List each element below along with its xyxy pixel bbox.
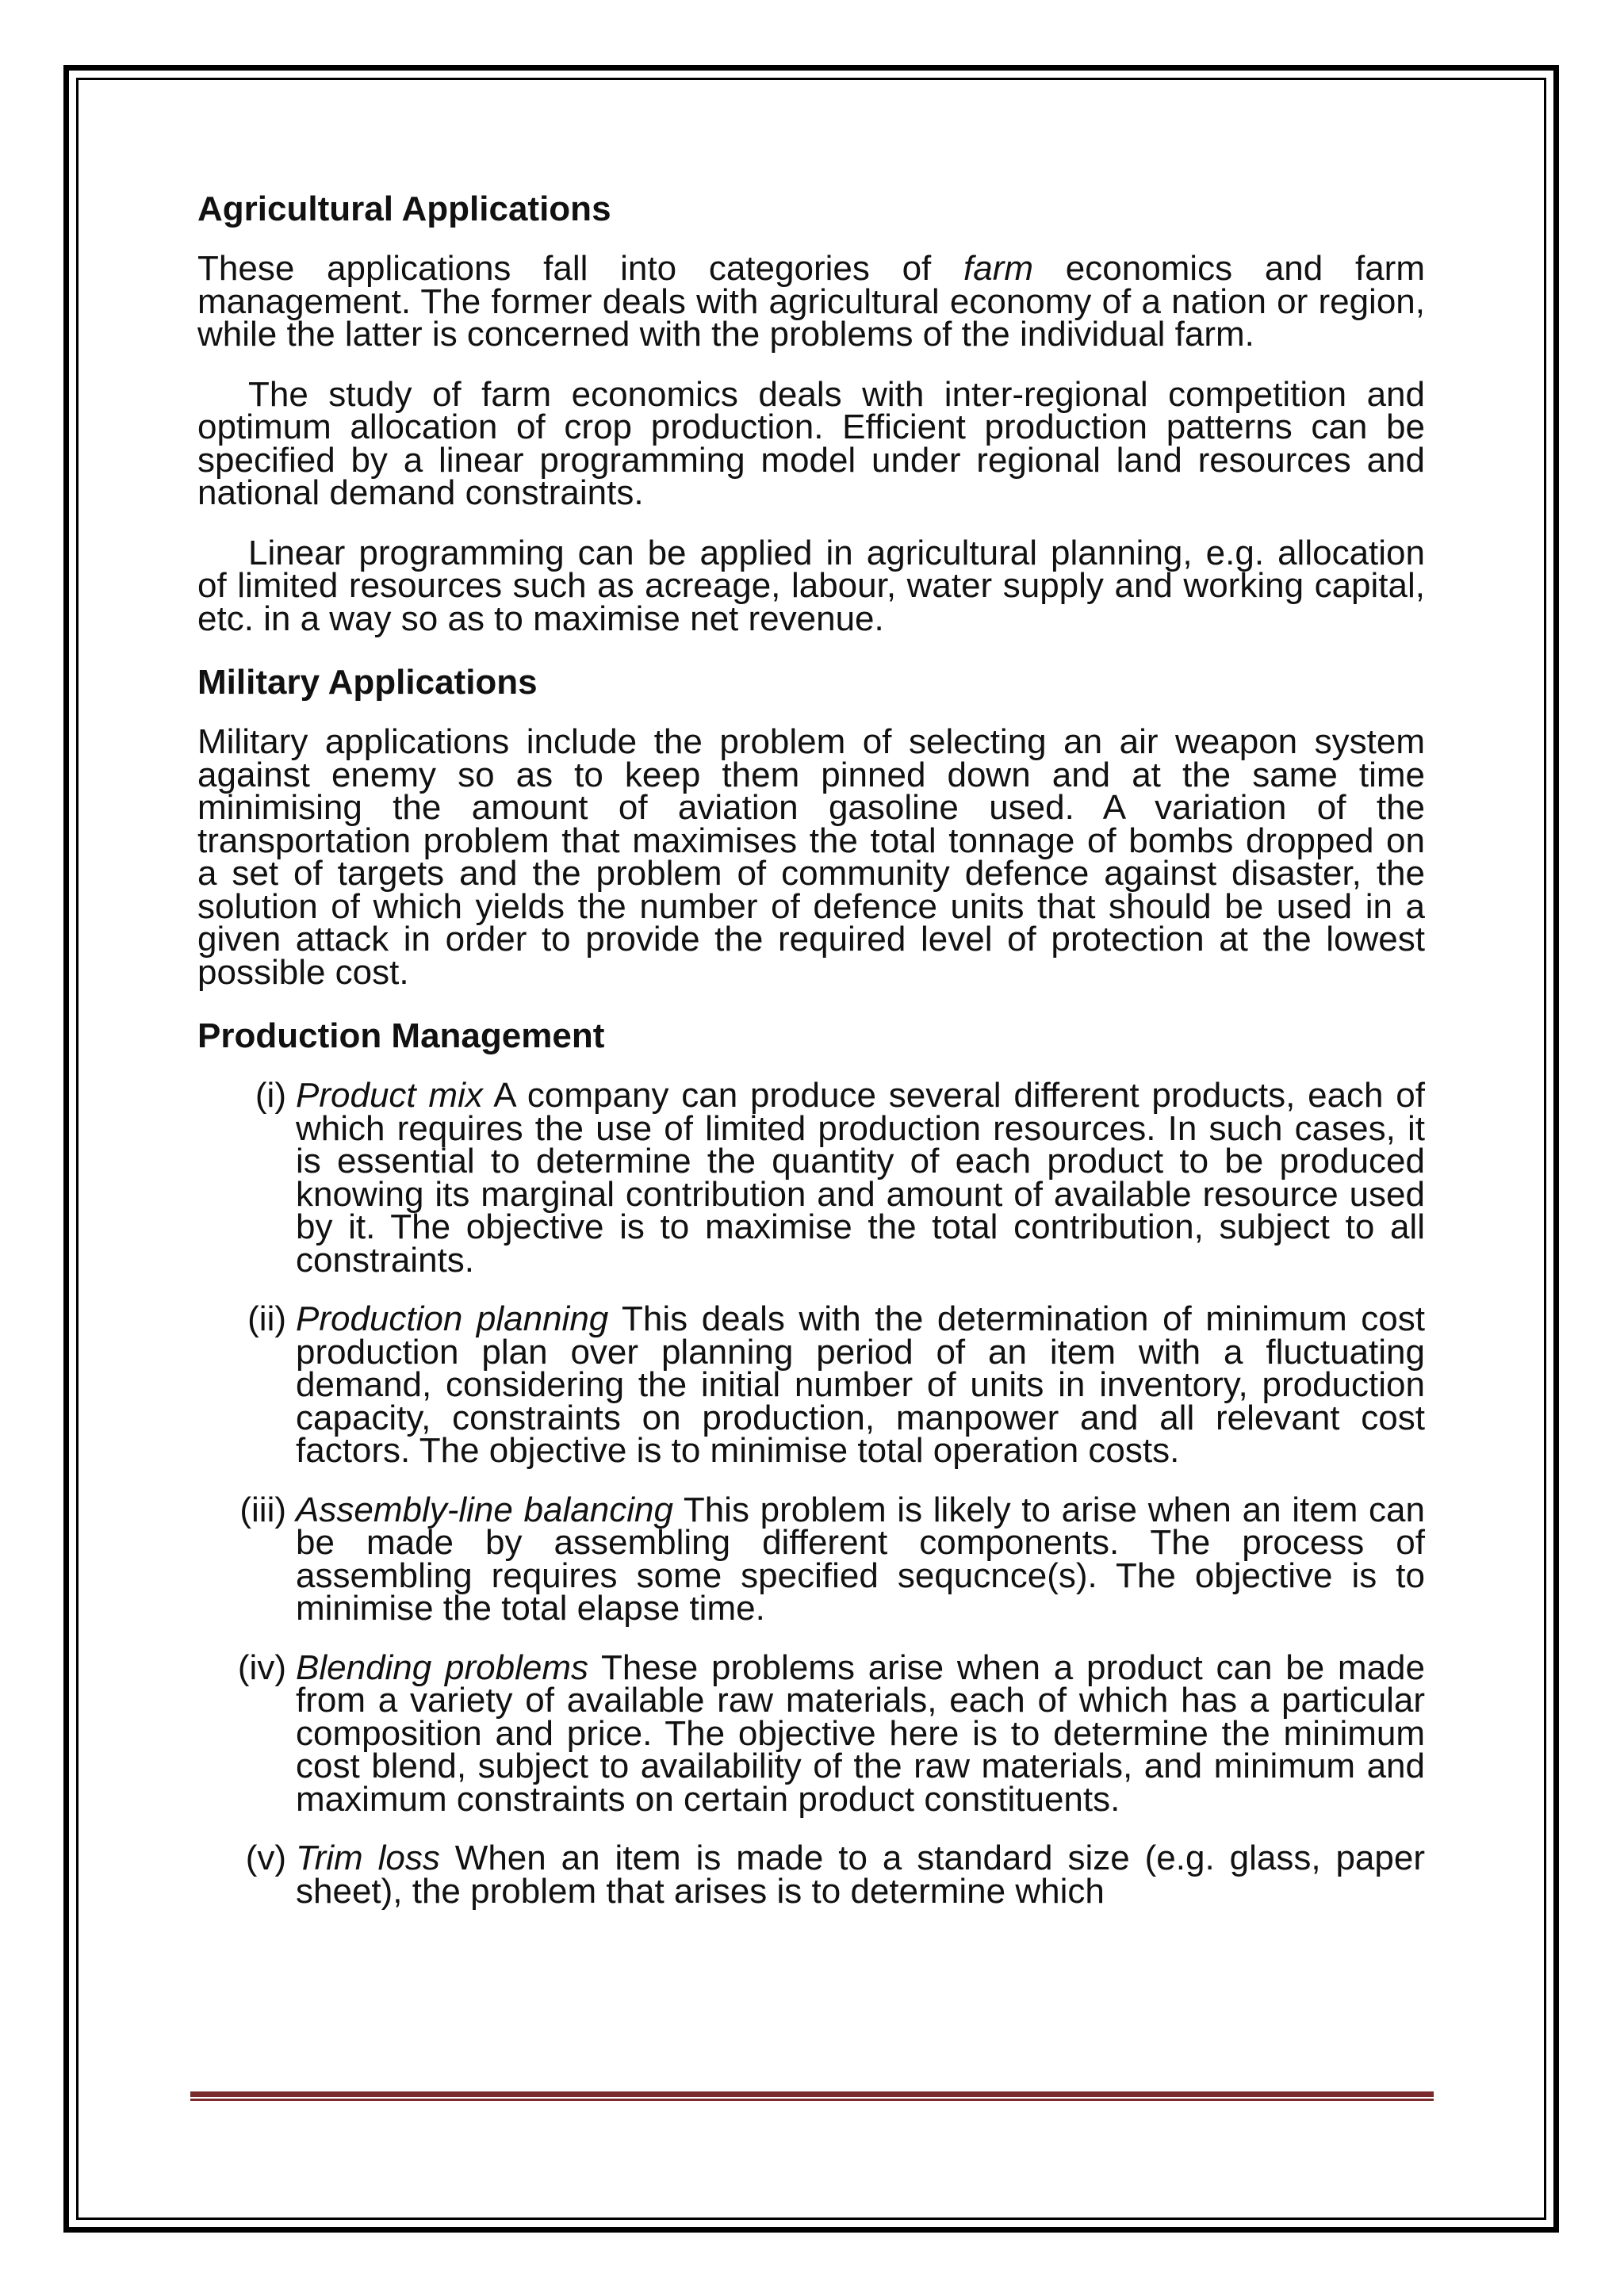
heading-production-management: Production Management bbox=[197, 1016, 605, 1055]
footer-rule bbox=[190, 2091, 1434, 2101]
paragraph-agricultural-1 bbox=[197, 249, 1425, 354]
list-item-production-planning bbox=[197, 1299, 1426, 1470]
list-item-text: This problem is likely to arise when an item can be made by assembling different components. The process of assembling requires some specified sequcnce(s). The objective is to minimise the total elapse time. bbox=[296, 1490, 1425, 1628]
paragraph-agricultural-2: The study of farm economics deals with inter-regional competition and optimum allocation of crop production. Efficient production patterns can be specified by a linear programming model under regional land resources and national demand constraints. bbox=[197, 374, 1425, 512]
paragraph-agricultural-1-emphasis: farm bbox=[963, 249, 1034, 288]
list-item-text: When an item is made to a standard size (e.g. glass, paper sheet), the problem that arises is to determine which bbox=[296, 1839, 1426, 1911]
list-item-term: Assembly-line balancing bbox=[296, 1490, 673, 1529]
list-item-number: (i) bbox=[255, 1076, 286, 1115]
list-item-trim-loss bbox=[197, 1839, 1426, 1911]
heading-agricultural-applications: Agricultural Applications bbox=[197, 189, 611, 228]
list-item-product-mix bbox=[197, 1076, 1425, 1280]
page-content bbox=[197, 189, 1425, 1934]
list-item-text: This deals with the determination of minimum cost production plan over planning period of an item with a fluctuating demand, considering the initial number of units in inventory, production capacity, constraints on production, manpower and all relevant cost factors. The objective is to minimise total operation costs. bbox=[296, 1299, 1426, 1470]
list-item-term: Blending problems bbox=[296, 1647, 588, 1687]
list-item-number: (iv) bbox=[237, 1647, 286, 1687]
list-item-term: Product mix bbox=[296, 1076, 483, 1115]
paragraph-military-1: Military applications include the problem of selecting an air weapon system against enemy so as to keep them pinned down and at the same time minimising the amount of aviation gasoline used. A variation of the transportation problem that maximises the total tonnage of bombs dropped on a set of targets and the problem of community defence against disaster, the solution of which yields the number of defence units that should be used in a given attack in order to provide the required level of protection at the lowest possible cost. bbox=[197, 722, 1425, 992]
list-item-text: A company can produce several different products, each of which requires the use of limited production resources. In such cases, it is essential to determine the quantity of each product to be produced knowing its marginal contribution and amount of available resource used by it. The objective is to maximise the total contribution, subject to all constraints. bbox=[296, 1076, 1425, 1280]
list-item-term: Production planning bbox=[296, 1299, 609, 1338]
list-item-number: (v) bbox=[245, 1839, 286, 1877]
paragraph-agricultural-1-part-a: These applications fall into categories of bbox=[197, 249, 964, 288]
list-item-number: (iii) bbox=[239, 1490, 286, 1529]
list-item-assembly-line-balancing bbox=[197, 1490, 1425, 1628]
paragraph-agricultural-3: Linear programming can be applied in agricultural planning, e.g. allocation of limited resources such as acreage, labour, water supply and working capital, etc. in a way so as to maximise net revenue. bbox=[197, 533, 1425, 638]
production-management-list bbox=[197, 1076, 1426, 1911]
list-item-term: Trim loss bbox=[296, 1839, 440, 1877]
list-item-number: (ii) bbox=[247, 1299, 286, 1338]
list-item-text: These problems arise when a product can be made from a variety of available raw materials, each of which has a particular composition and price. The objective here is to determine the minimum cost blend, subject to availability of the raw materials, and minimum and maximum constraints on certain product constituents. bbox=[296, 1647, 1425, 1819]
paragraph-agricultural-1-part-b: economics and farm management. The former deals with agricultural economy of a nation or region, while the latter is concerned with the problems of the individual farm. bbox=[197, 249, 1425, 354]
list-item-blending-problems bbox=[197, 1647, 1425, 1819]
heading-military-applications: Military Applications bbox=[197, 663, 538, 702]
